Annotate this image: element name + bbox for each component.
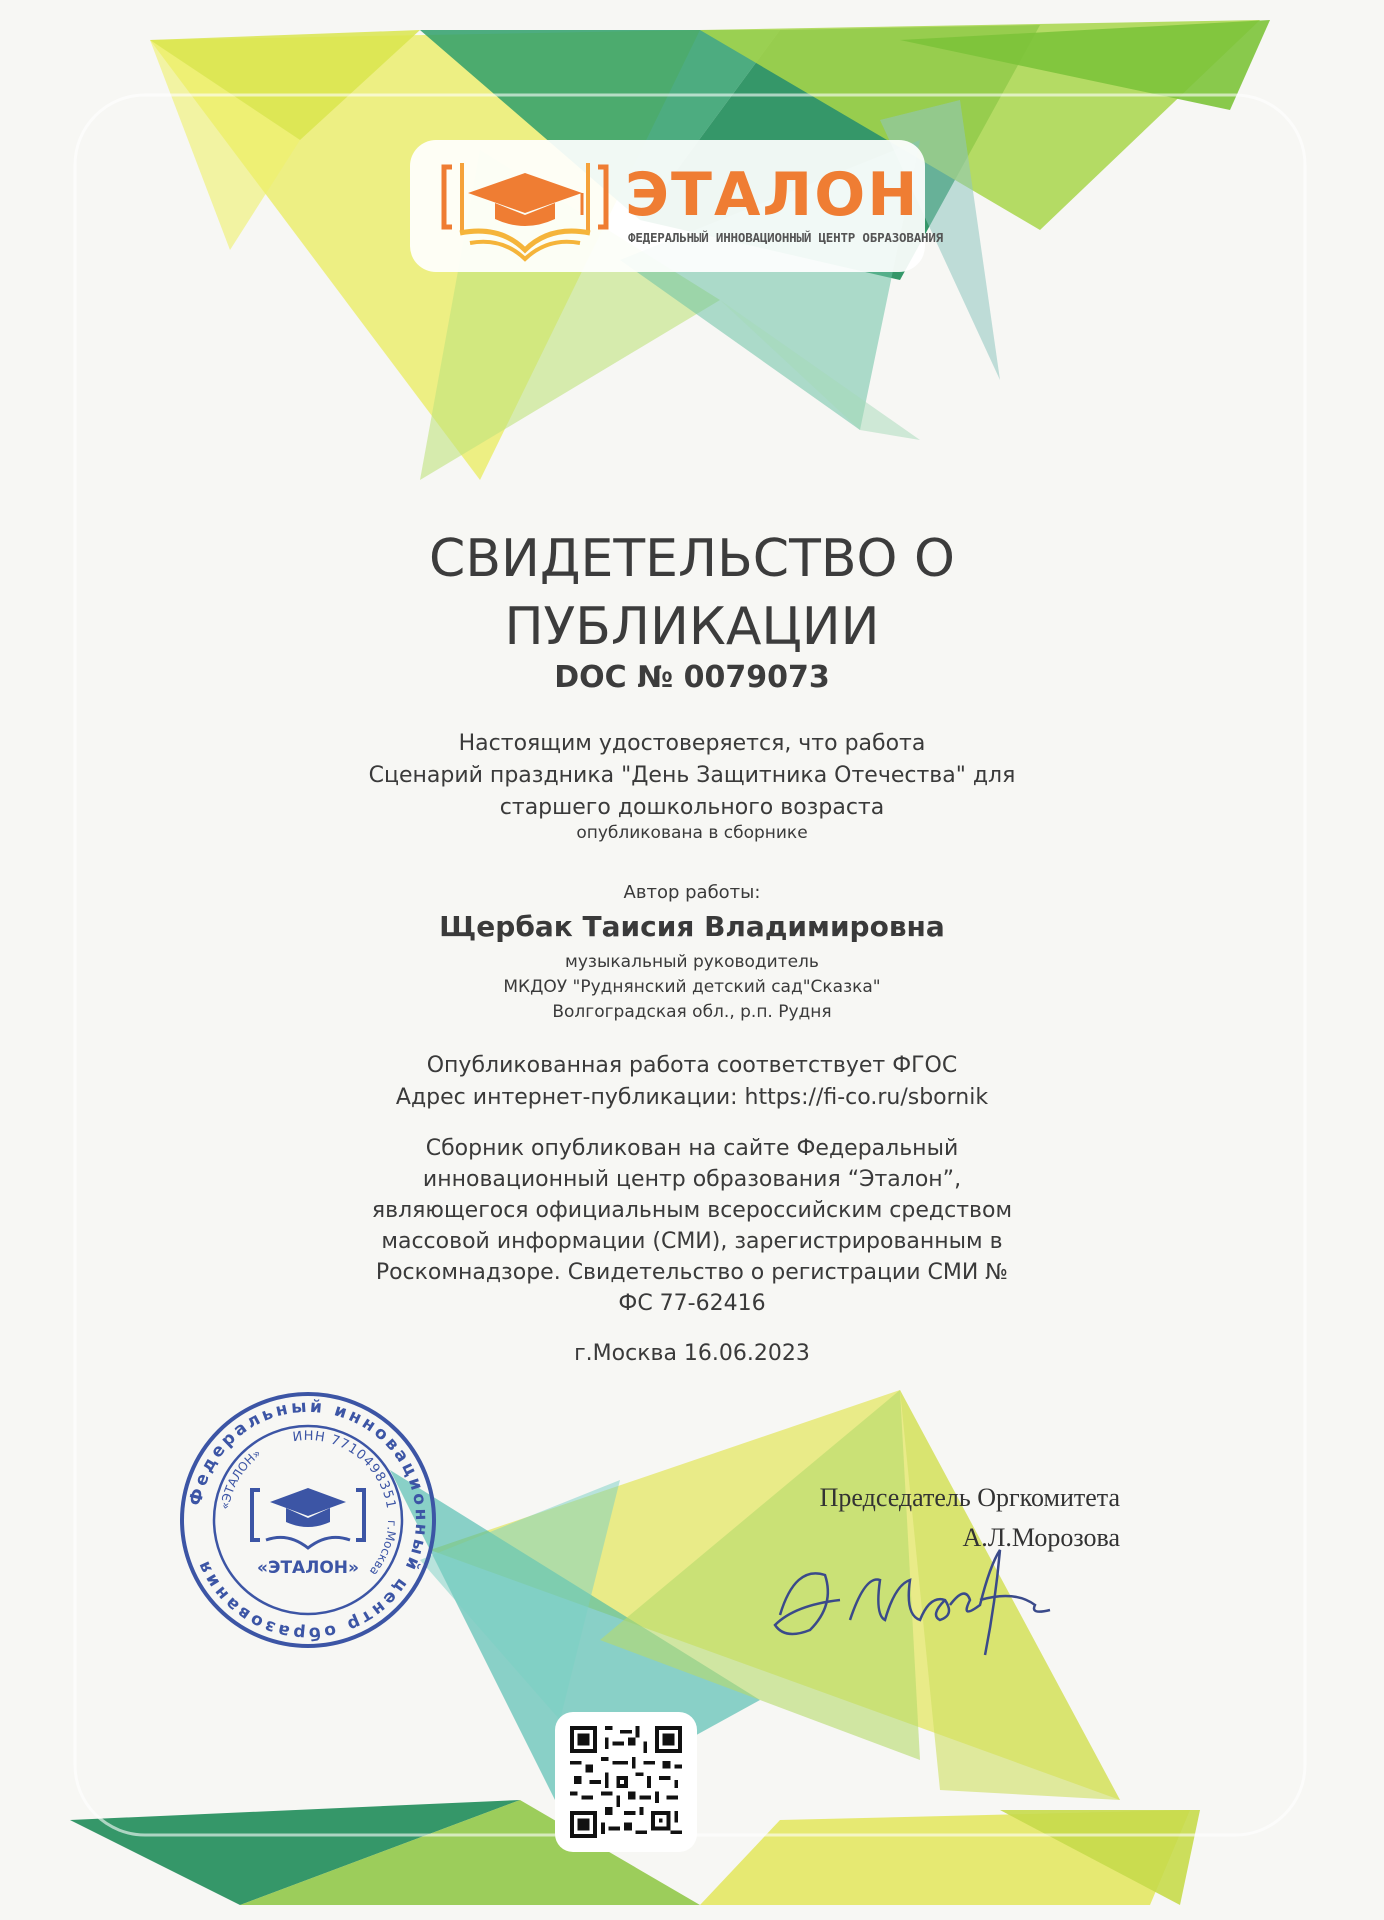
certificate-intro: Настоящим удостоверяется, что работа xyxy=(458,731,926,756)
title-line-2: ПУБЛИКАЦИИ xyxy=(504,597,880,657)
signatory-role: Председатель Оргкомитета xyxy=(819,1483,1120,1512)
svg-text:г.Москва xyxy=(367,1520,399,1579)
collection-line-3: являющегося официальным всероссийским средством xyxy=(371,1198,1013,1223)
stamp-center-text: «ЭТАЛОН» xyxy=(257,1558,359,1578)
handwritten-signature xyxy=(755,1545,1075,1665)
qr-code[interactable] xyxy=(570,1726,682,1838)
work-title-line-2: старшего дошкольного возраста xyxy=(499,795,885,820)
stamp-inn: ИНН 7710498351 xyxy=(291,1428,399,1511)
graduation-cap-icon xyxy=(440,155,610,265)
title-line-1: СВИДЕТЕЛЬСТВО О xyxy=(429,529,955,589)
fgos-statement: Опубликованная работа соответствует ФГОС xyxy=(426,1053,958,1078)
author-position: музыкальный руководитель xyxy=(565,952,819,972)
published-in-text: опубликована в сборнике xyxy=(576,823,808,843)
stamp-left-text: «ЭТАЛОН» xyxy=(217,1445,264,1511)
logo-subtitle: ФЕДЕРАЛЬНЫЙ ИННОВАЦИОННЫЙ ЦЕНТР ОБРАЗОВАНИЯ xyxy=(628,230,944,245)
city-date: г.Москва 16.06.2023 xyxy=(574,1341,810,1366)
author-label: Автор работы: xyxy=(623,882,761,903)
publication-address: Адрес интернет-публикации: https://fi-co.ru/sbornik xyxy=(395,1085,989,1110)
author-organization: МКДОУ "Руднянский детский сад"Сказка" xyxy=(503,977,881,997)
stamp-outer-text: Федеральный инновационный центр образования xyxy=(185,1396,432,1644)
collection-statement xyxy=(262,1133,1122,1319)
logo-name: ЭТАЛОН xyxy=(625,160,920,230)
document-number: DOC № 0079073 xyxy=(554,660,830,695)
publication-info xyxy=(232,1050,1152,1114)
author-details xyxy=(262,950,1122,1025)
author-location: Волгоградская обл., р.п. Рудня xyxy=(552,1002,832,1022)
certificate-title xyxy=(292,525,1092,661)
collection-line-6: ФС 77-62416 xyxy=(618,1291,766,1316)
collection-line-1: Сборник опубликован на сайте Федеральный xyxy=(425,1136,959,1161)
organization-stamp xyxy=(178,1390,438,1650)
work-title xyxy=(262,760,1122,824)
collection-line-2: инновационный центр образования “Эталон”, xyxy=(422,1167,962,1192)
collection-line-4: массовой информации (СМИ), зарегистрированным в xyxy=(381,1229,1003,1254)
signatory-name: А.Л.Морозова xyxy=(962,1523,1120,1552)
work-title-line-1: Сценарий праздника "День Защитника Отечества" для xyxy=(368,763,1016,788)
stamp-city: г.Москва xyxy=(366,1519,400,1579)
author-name: Щербак Таисия Владимировна xyxy=(439,910,945,943)
collection-line-5: Роскомнадзоре. Свидетельство о регистрации СМИ № xyxy=(375,1260,1009,1285)
